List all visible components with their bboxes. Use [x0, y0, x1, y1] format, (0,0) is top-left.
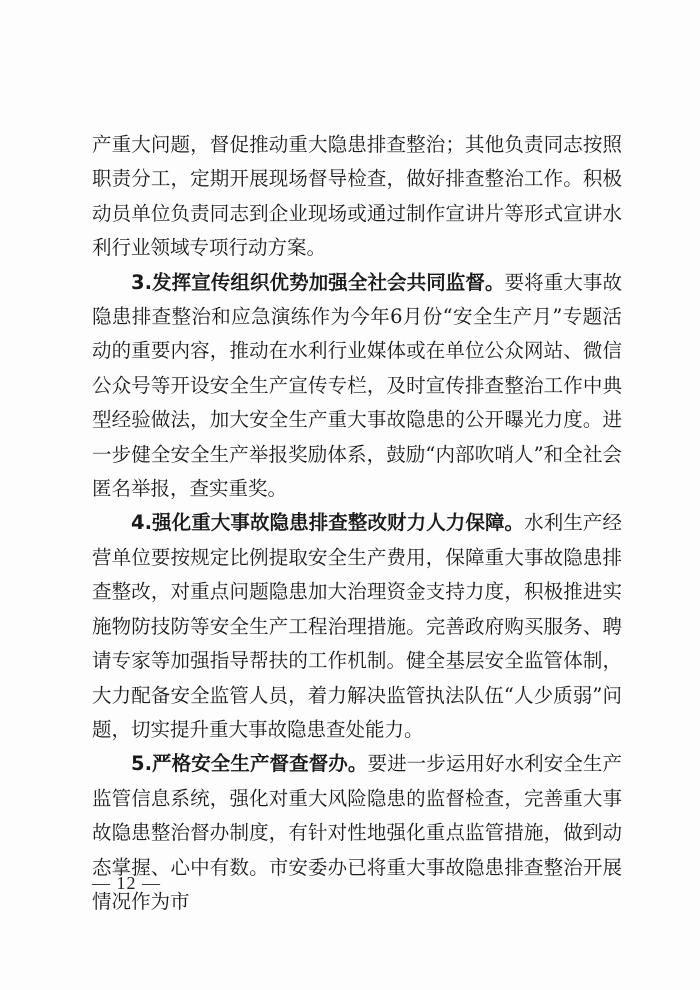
paragraph-text: 要将重大事故隐患排查整治和应急演练作为今年6月份“安全生产月”专题活动的重要内容，推动在水利行业媒体或在单位公众网站、微信公众号等开设安全生产宣传专栏，及时宣传排查整治工作中典型经验做法，加大安全生产重大事故隐患的公开曝光力度。进一步健全安全生产举报奖励体系，鼓励“内部吹哨人”和全社会匿名举报，查实重奖。 — [92, 270, 622, 501]
paragraph-continuation — [92, 128, 622, 266]
document-body — [92, 128, 622, 919]
page-number: — 12 — — [92, 873, 161, 893]
paragraph-text: 要进一步运用好水利安全生产监管信息系统，强化对重大风险隐患的监督检查，完善重大事故隐患整治督办制度，有针对性地强化重点监管措施，做到动态掌握、心中有数。市安委办已将重大事故隐患排查整治开展情况作为市 — [92, 752, 622, 913]
section-heading: 4.强化重大事故隐患排查整改财力人力保障。 — [131, 511, 525, 535]
paragraph-text: 水利生产经营单位要按规定比例提取安全生产费用，保障重大事故隐患排查整改，对重点问题隐患加大治理资金支持力度，积极推进实施物防技防等安全生产工程治理措施。完善政府购买服务、聘请专家等加强指导帮扶的工作机制。健全基层安全监管体制，大力配备安全监管人员，着力解决监管执法队伍“人少质弱”问题，切实提升重大事故隐患查处能力。 — [92, 511, 622, 741]
paragraph-text: 产重大问题，督促推动重大隐患排查整治；其他负责同志按照职责分工，定期开展现场督导检查，做好排查整治工作。积极动员单位负责同志到企业现场或通过制作宣讲片等形式宣讲水利行业领域专项行动方案。 — [92, 133, 622, 260]
paragraph-publicity-supervision — [92, 266, 622, 507]
section-heading: 3.发挥宣传组织优势加强全社会共同监督。 — [131, 270, 505, 294]
paragraph-funding-staffing — [92, 506, 622, 747]
section-heading: 5.严格安全生产督查督办。 — [131, 752, 368, 776]
paragraph-inspection-supervision — [92, 747, 622, 919]
